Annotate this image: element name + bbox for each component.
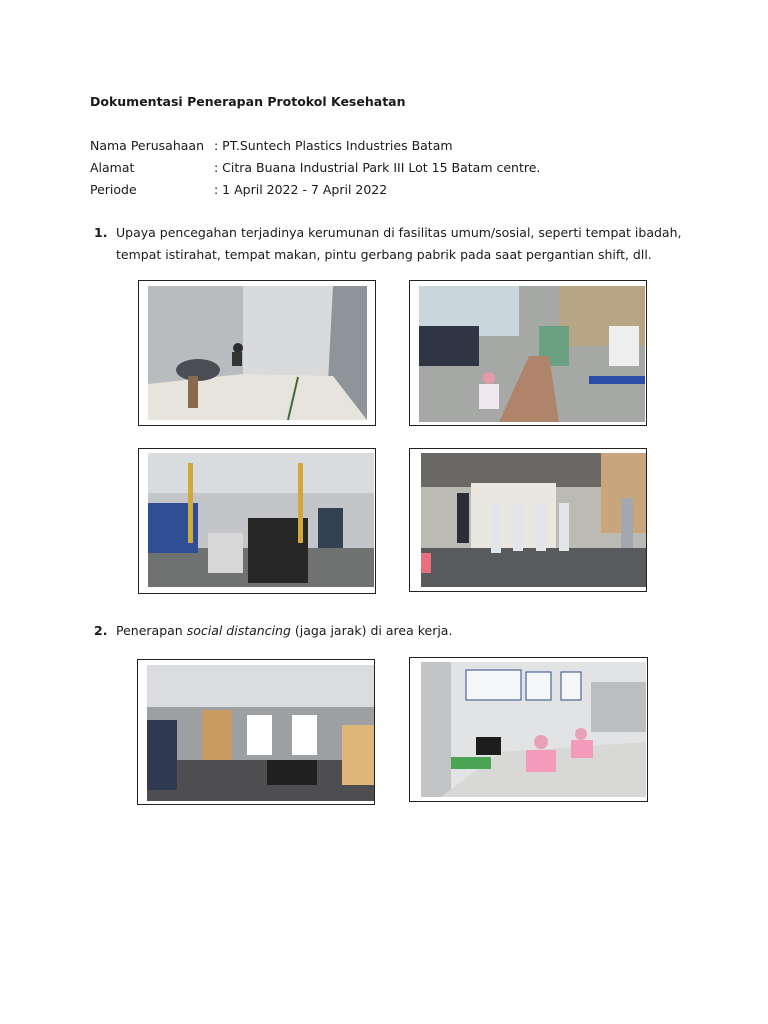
period-label: Periode (90, 182, 137, 197)
photo-office-distancing (409, 657, 648, 802)
work-area-lines-image (147, 665, 374, 801)
section-2-text (116, 620, 686, 642)
gate-queue-image (421, 453, 646, 587)
section-2-number: 2. (94, 623, 108, 638)
office-distancing-image (421, 662, 646, 797)
address-value: : Citra Buana Industrial Park III Lot 15 Batam centre. (214, 160, 541, 175)
period-value: : 1 April 2022 - 7 April 2022 (214, 182, 388, 197)
company-name-label: Nama Perusahaan (90, 138, 205, 153)
photo-production-floor (138, 448, 376, 594)
section-1-number: 1. (94, 225, 108, 240)
rest-area-image (419, 286, 645, 422)
section-2-text-end: (jaga jarak) di area kerja. (290, 623, 453, 638)
section-2-text-start: Penerapan (116, 623, 187, 638)
company-name-value: : PT.Suntech Plastics Industries Batam (214, 138, 453, 153)
address-label: Alamat (90, 160, 135, 175)
photo-prayer-room (138, 280, 376, 426)
section-2-text-italic: social distancing (186, 623, 291, 638)
prayer-room-image (148, 286, 367, 420)
document-title: Dokumentasi Penerapan Protokol Kesehatan (90, 94, 406, 109)
section-1-text: Upaya pencegahan terjadinya kerumunan di fasilitas umum/sosial, seperti tempat ibadah, tempat istirahat, tempat makan, pintu gerbang pabrik pada saat pergantian shift, dll. (116, 225, 682, 262)
photo-gate-queue (409, 448, 647, 592)
photo-rest-area (409, 280, 647, 426)
photo-work-area-lines (137, 659, 375, 805)
production-floor-image (148, 453, 374, 587)
